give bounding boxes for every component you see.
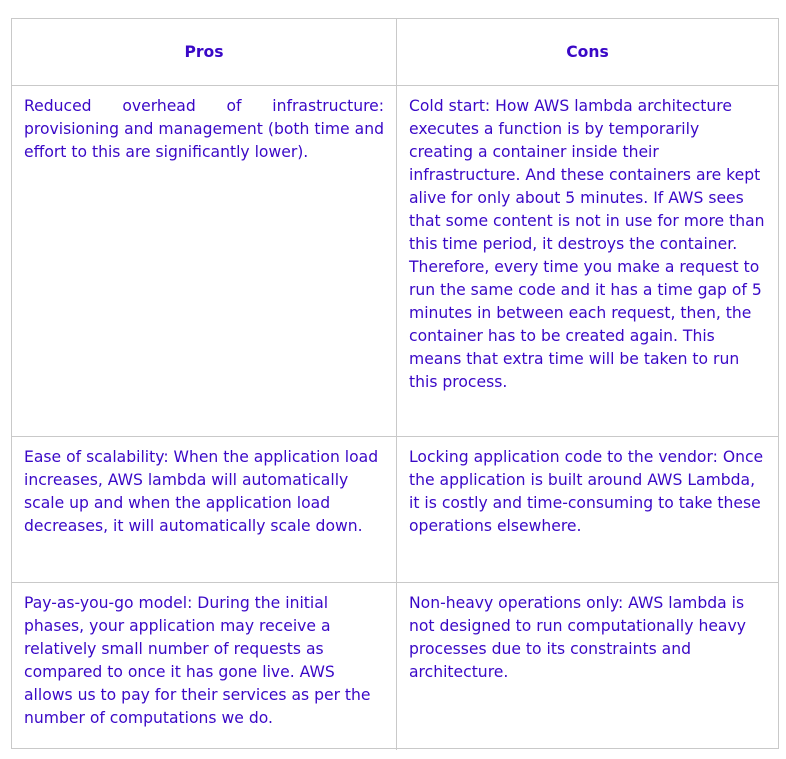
table-row [12, 583, 778, 750]
pros-cons-table [11, 18, 779, 749]
table-row [12, 437, 778, 583]
con-cell: Locking application code to the vendor: Once the application is built around AWS Lambda, it is costly and time-consuming to take these operations elsewhere. [409, 448, 764, 535]
pros-header: Pros [12, 19, 397, 85]
cons-header: Cons [566, 42, 609, 61]
pro-cell: Pay-as-you-go model: During the initial phases, your application may receive a relatively small number of requests as compared to once it has gone live. AWS allows us to pay for their services as per the number of computations we do. [12, 583, 397, 750]
pro-cell: Reduced overhead of infrastructure: provisioning and management (both time and effort to this are significantly lower). [12, 86, 397, 436]
table-row [12, 86, 778, 437]
table-header-row [12, 19, 778, 86]
con-cell: Cold start: How AWS lambda architecture executes a function is by temporarily creating a container inside their infrastructure. And these containers are kept alive for only about 5 minutes. If AWS sees that some content is not in use for more than this time period, it destroys the container. Therefore, every time you make a request to run the same code and it has a time gap of 5 minutes in between each request, then, the container has to be created again. This means that extra time will be taken to run this process. [409, 97, 765, 391]
pro-cell: Ease of scalability: When the application load increases, AWS lambda will automatically scale up and when the application load decreases, it will automatically scale down. [12, 437, 397, 582]
con-cell: Non-heavy operations only: AWS lambda is not designed to run computationally heavy processes due to its constraints and architecture. [409, 594, 746, 681]
